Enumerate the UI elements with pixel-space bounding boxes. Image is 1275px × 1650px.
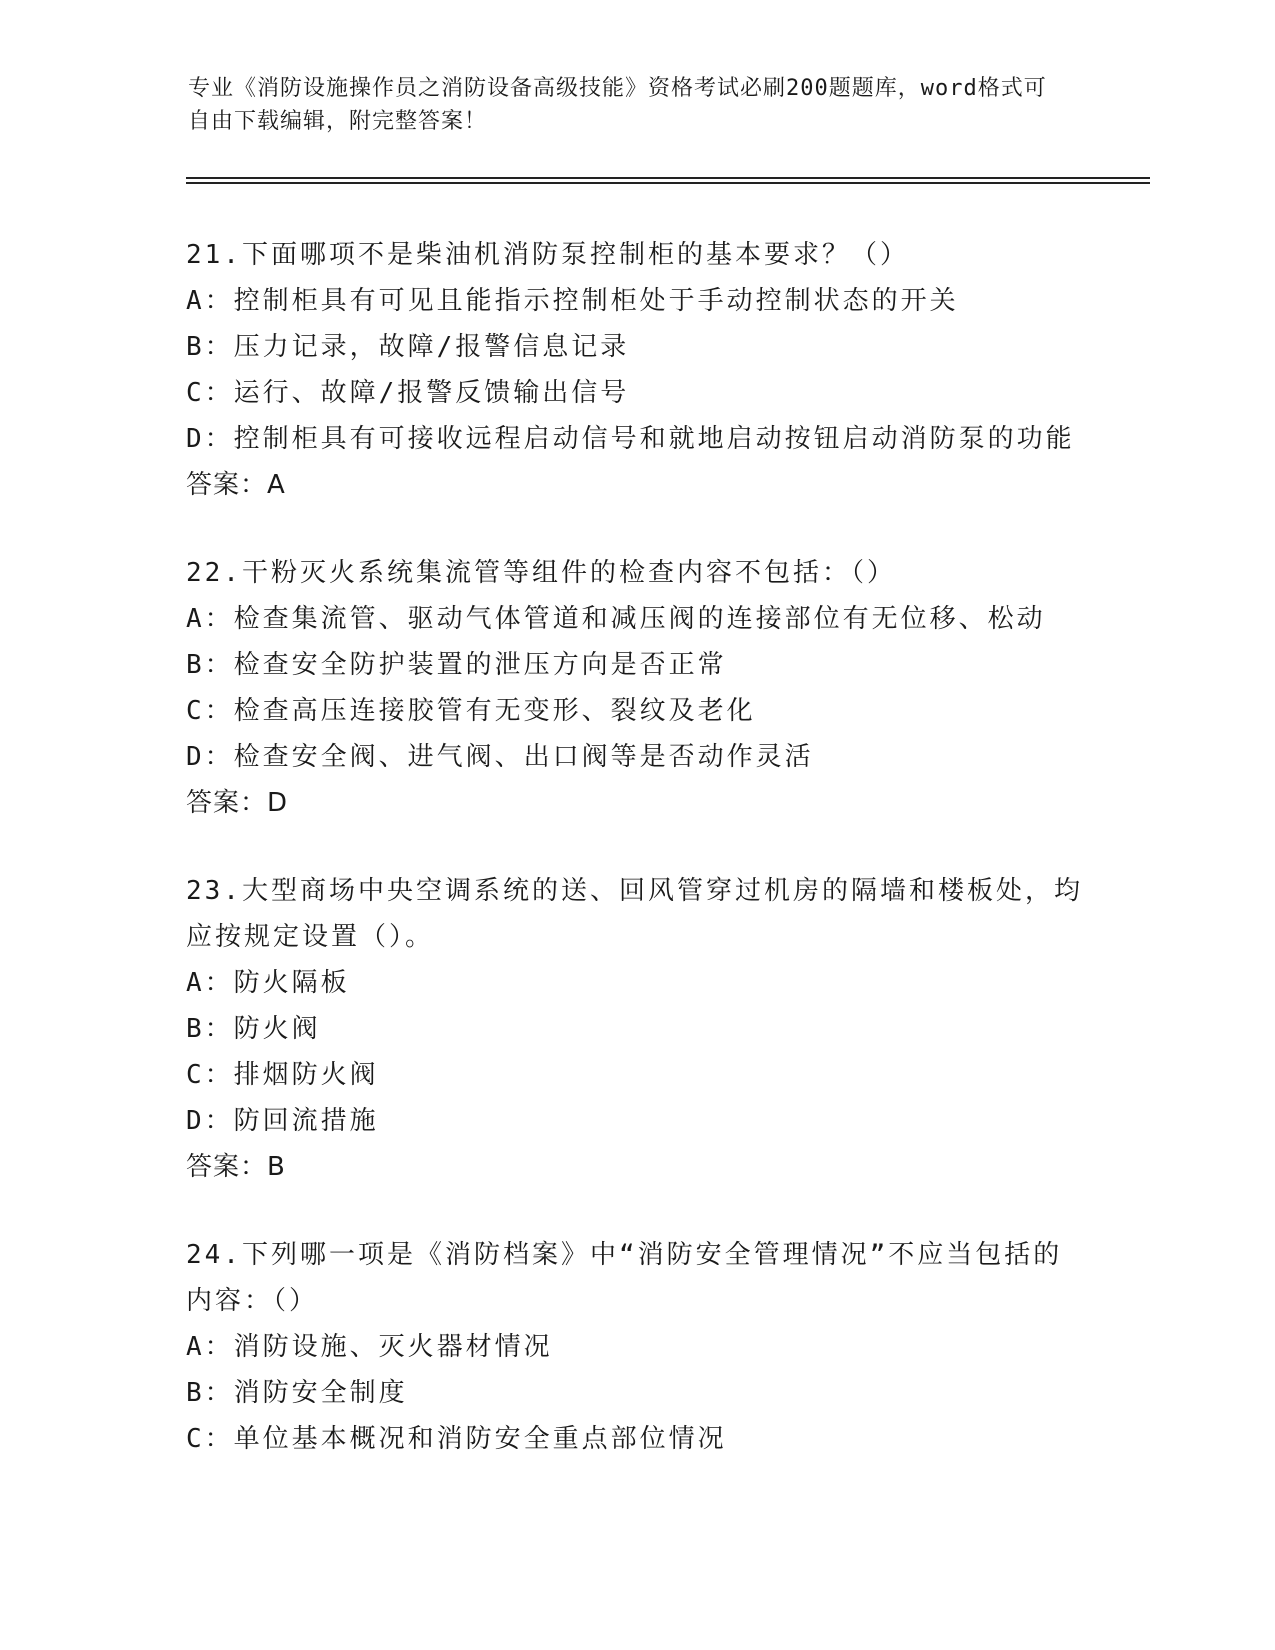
option-a: A：防火隔板: [186, 968, 350, 998]
option-c: C：单位基本概况和消防安全重点部位情况: [186, 1424, 727, 1454]
option-a: A：消防设施、灭火器材情况: [186, 1332, 553, 1362]
option-b: B：防火阀: [186, 1014, 321, 1044]
question-22: [186, 550, 1086, 826]
question-21: [186, 232, 1086, 508]
question-24: [186, 1232, 1086, 1462]
option-a: A：检查集流管、驱动气体管道和减压阀的连接部位有无位移、松动: [186, 604, 1046, 634]
option-d: D：防回流措施: [186, 1106, 379, 1136]
option-b: B：压力记录，故障/报警信息记录: [186, 332, 630, 362]
option-c: C：检查高压连接胶管有无变形、裂纹及老化: [186, 696, 756, 726]
header-divider-top: [186, 177, 1150, 179]
option-d: D：检查安全阀、进气阀、出口阀等是否动作灵活: [186, 742, 814, 772]
question-stem: 24.下列哪一项是《消防档案》中“消防安全管理情况”不应当包括的内容：（）: [186, 1240, 1063, 1316]
option-d: D：控制柜具有可接收远程启动信号和就地启动按钮启动消防泵的功能: [186, 424, 1075, 454]
option-b: B：消防安全制度: [186, 1378, 408, 1408]
question-23: [186, 868, 1086, 1190]
option-a: A：控制柜具有可见且能指示控制柜处于手动控制状态的开关: [186, 286, 959, 316]
answer: 答案：B: [186, 1152, 286, 1182]
document-header: 专业《消防设施操作员之消防设备高级技能》资格考试必刷200题题库，word格式可自由下载编辑，附完整答案！: [188, 76, 1047, 134]
answer: 答案：A: [186, 470, 286, 500]
question-stem: 23.大型商场中央空调系统的送、回风管穿过机房的隔墙和楼板处，均应按规定设置（）。: [186, 876, 1083, 952]
answer: 答案：D: [186, 788, 289, 818]
option-c: C：排烟防火阀: [186, 1060, 379, 1090]
header-divider-bottom: [186, 182, 1150, 184]
option-c: C：运行、故障/报警反馈输出信号: [186, 378, 630, 408]
question-stem: 21.下面哪项不是柴油机消防泵控制柜的基本要求？（）: [186, 240, 909, 270]
question-stem: 22.干粉灭火系统集流管等组件的检查内容不包括：（）: [186, 558, 896, 588]
option-b: B：检查安全防护装置的泄压方向是否正常: [186, 650, 727, 680]
